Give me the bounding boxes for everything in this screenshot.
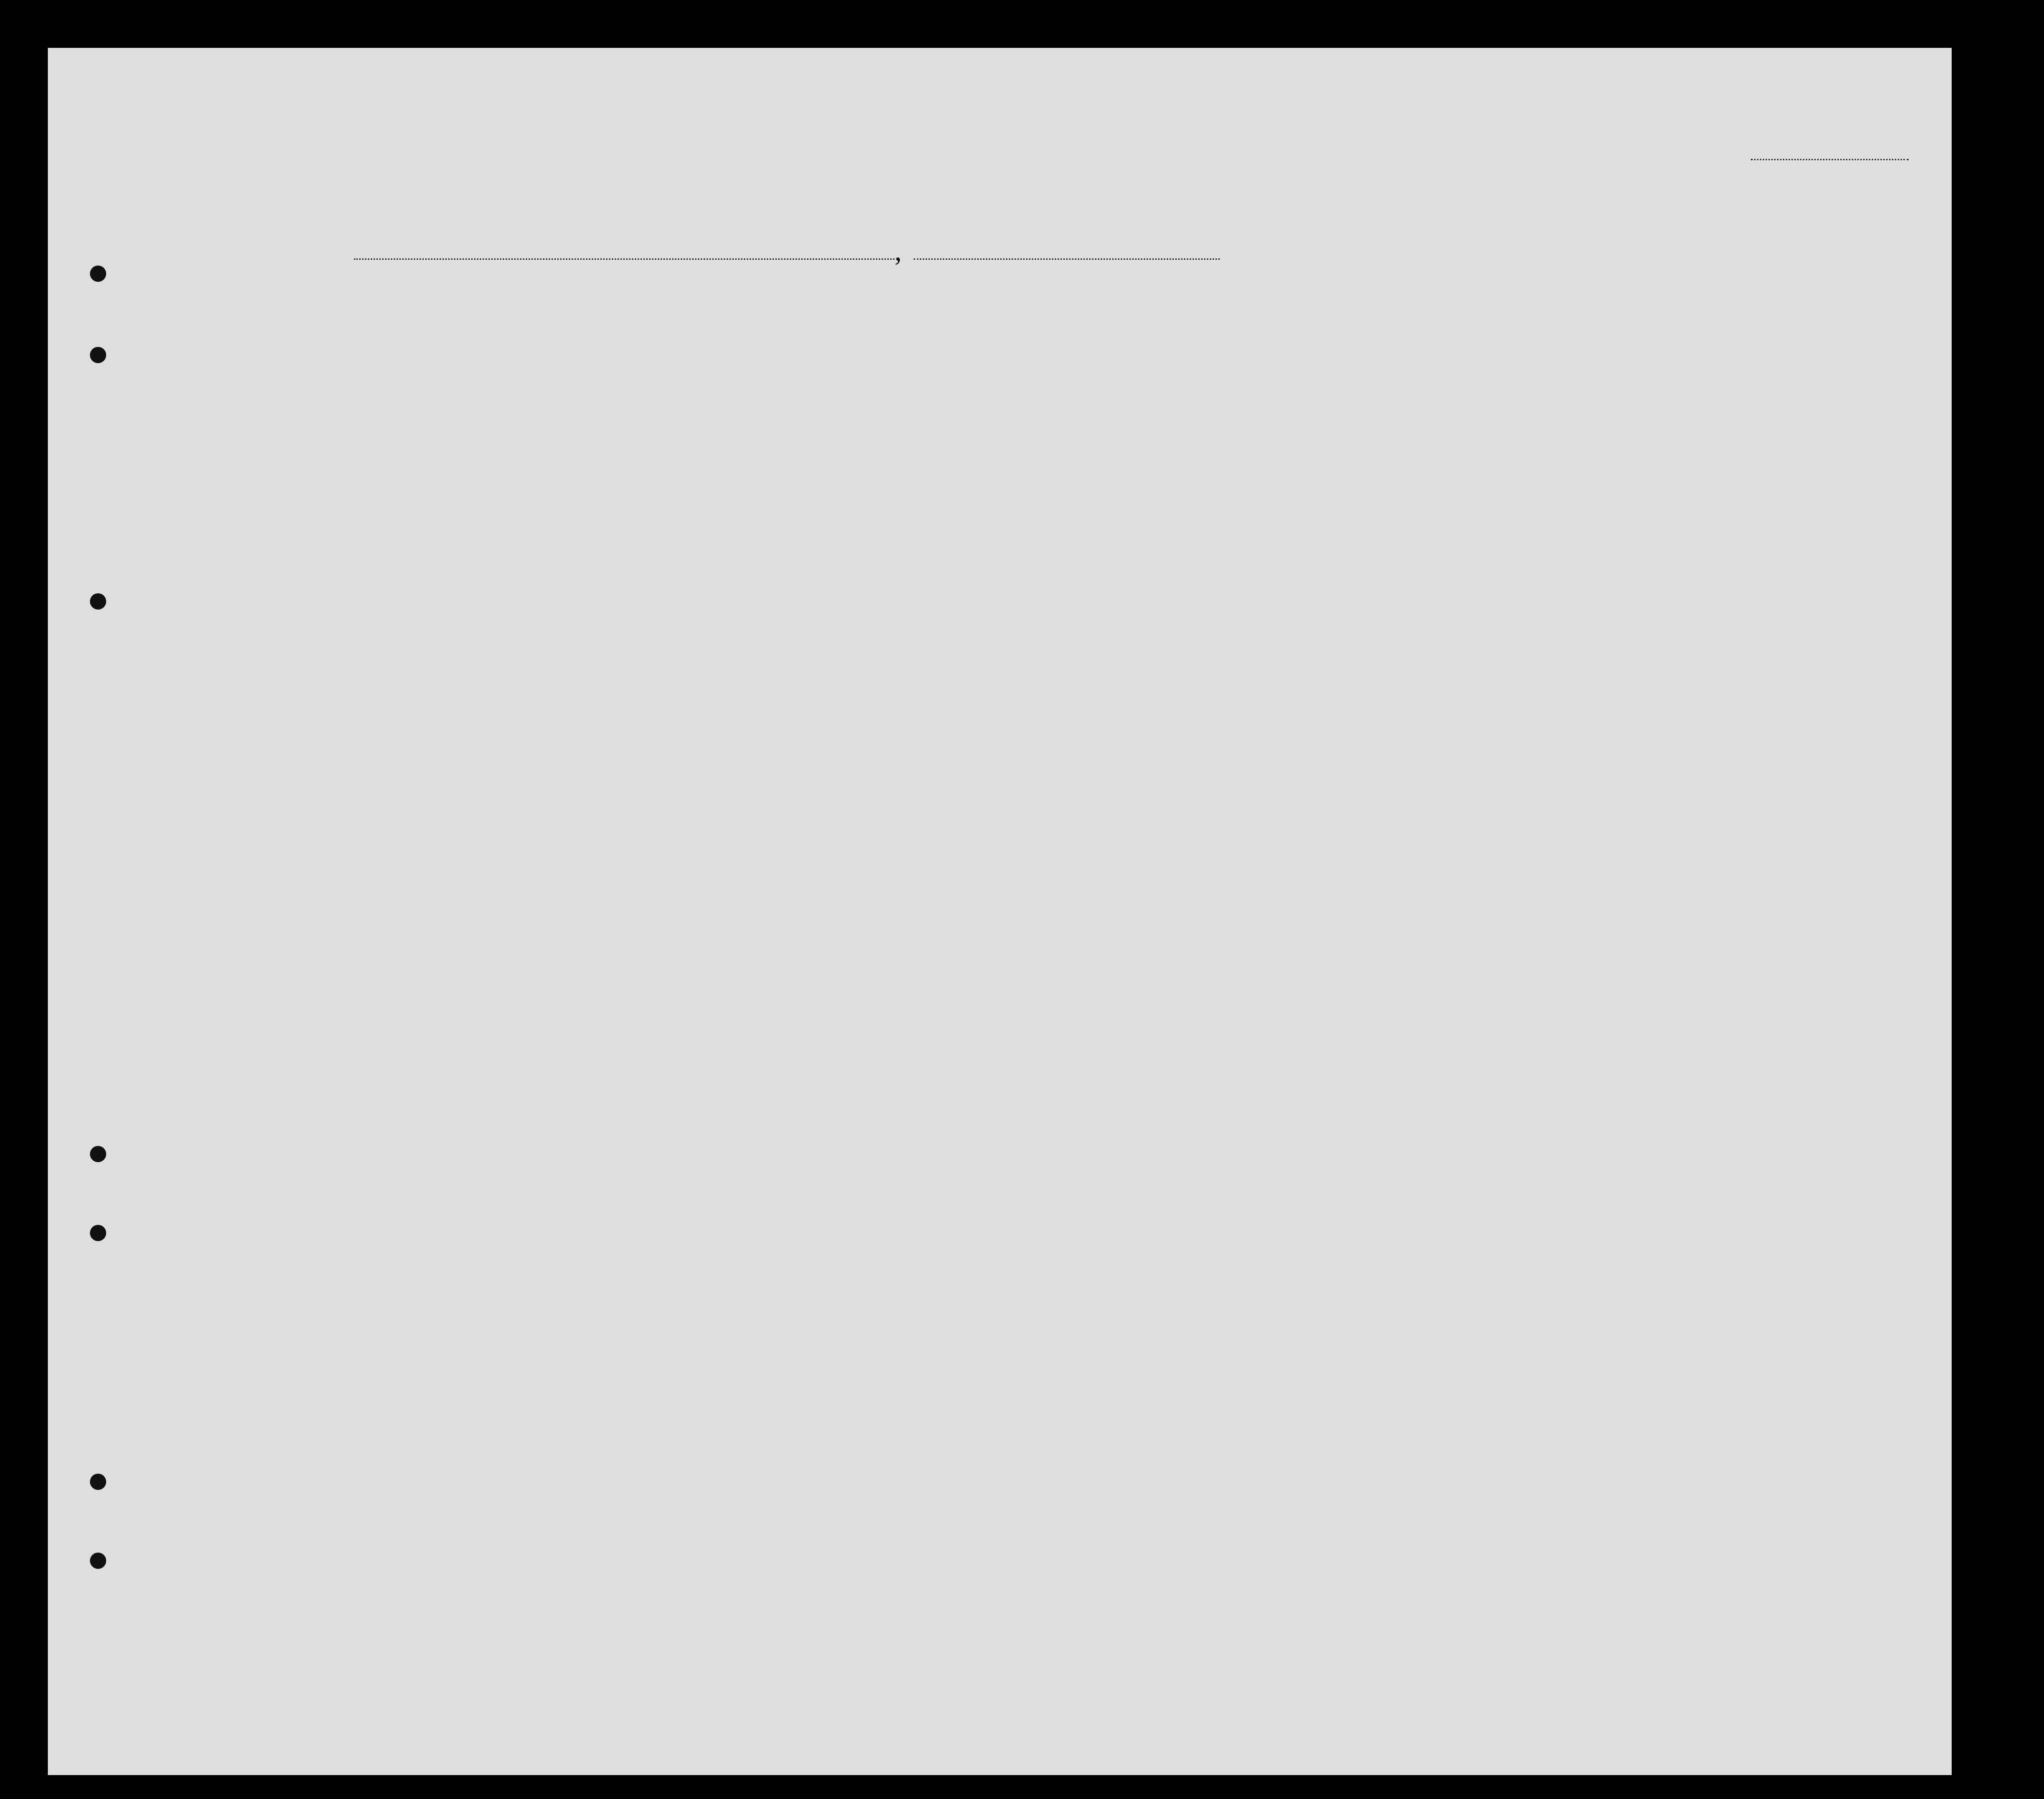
binding-hole xyxy=(90,1225,106,1241)
binding-hole xyxy=(90,1146,106,1162)
binding-hole xyxy=(90,347,106,363)
binding-hole xyxy=(90,1553,106,1569)
separator: , xyxy=(895,235,902,267)
binding-hole xyxy=(90,266,106,282)
binding-hole xyxy=(90,593,106,610)
table-grid xyxy=(48,48,1952,1775)
binding-hole xyxy=(90,1474,106,1490)
manifest-sheet xyxy=(48,48,1952,1775)
